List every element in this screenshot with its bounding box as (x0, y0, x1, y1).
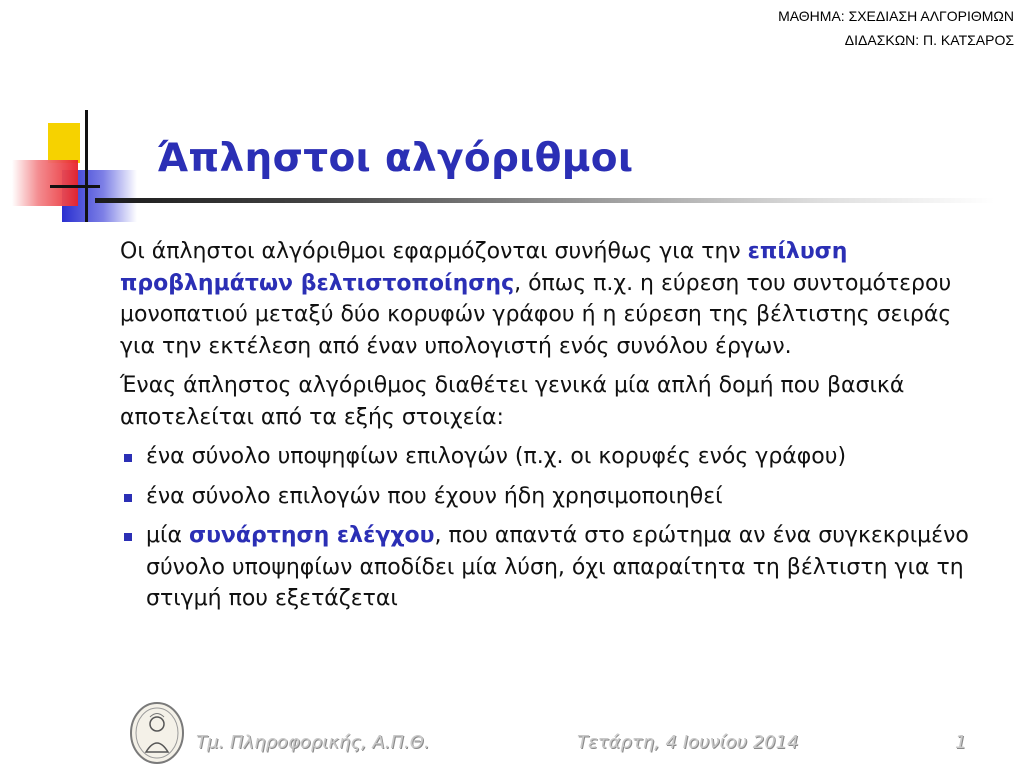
bullet-square-icon (124, 454, 132, 462)
footer-department: Τμ. Πληροφορικής, Α.Π.Θ. (196, 732, 430, 753)
yellow-square (48, 123, 80, 163)
decorative-squares (0, 0, 160, 240)
structure-paragraph: Ένας άπληστος αλγόριθμος διαθέτει γενικά μία απλή δομή που βασικά αποτελείται από τα εξής στοιχεία: (120, 373, 905, 430)
emphasis-optimization: επίλυση προβλημάτων βελτιστοποίησης (120, 239, 848, 296)
list-item: μία συνάρτηση ελέγχου, που απαντά στο ερώτημα αν ένα συγκεκριμένο σύνολο υποψηφίων αποδίδει μία λύση, όχι απαραίτητα τη βέλτιστη για τη στιγμή που εξετάζεται (120, 520, 990, 615)
footer-date: Τετάρτη, 4 Ιουνίου 2014 (577, 732, 799, 753)
bullet-square-icon (124, 494, 132, 502)
slide-title: Άπληστοι αλγόριθμοι (157, 136, 634, 181)
emphasis-check-function: συνάρτηση ελέγχου (188, 523, 435, 548)
intro-paragraph: Οι άπληστοι αλγόριθμοι εφαρμόζονται συνήθως για την επίλυση προβλημάτων βελτιστοποίησης, όπως π.χ. η εύρεση του συντομότερου μονοπατιού μεταξύ δύο κορυφών γράφου ή η εύρεση της βέλτιστης σειράς για την εκτέλεση από έναν υπολογιστή ενός συνόλου έργων. (120, 239, 952, 359)
vertical-line (85, 110, 88, 222)
slide-footer (0, 718, 1024, 768)
list-item: ένα σύνολο επιλογών που έχουν ήδη χρησιμοποιηθεί (120, 481, 990, 513)
horizontal-line (50, 185, 100, 188)
title-underline (95, 198, 995, 203)
slide-header (778, 4, 1014, 52)
red-square (12, 160, 78, 206)
course-label: ΜΑΘΗΜΑ: ΣΧΕΔΙΑΣΗ ΑΛΓΟΡΙΘΜΩΝ (778, 8, 1014, 24)
footer-page-number: 1 (955, 732, 967, 753)
slide-body (120, 236, 990, 623)
list-item: ένα σύνολο υποψηφίων επιλογών (π.χ. οι κορυφές ενός γράφου) (120, 441, 990, 473)
bullet-square-icon (124, 533, 132, 541)
instructor-label: ΔΙΔΑΣΚΩΝ: Π. ΚΑΤΣΑΡΟΣ (844, 32, 1014, 48)
